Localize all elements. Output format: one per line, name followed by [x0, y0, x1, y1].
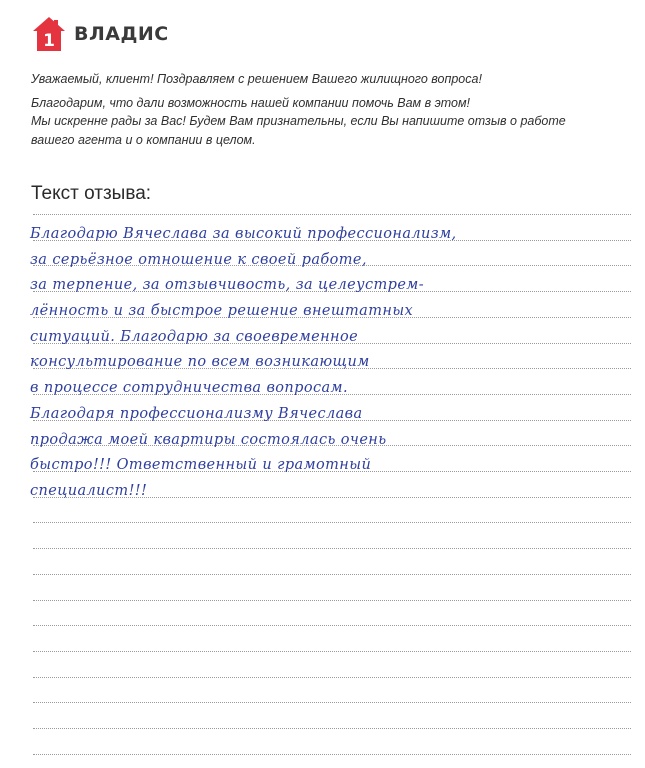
brand-logo: [32, 16, 169, 52]
ruled-line: [33, 728, 631, 729]
handwritten-line: специалист!!!: [30, 482, 148, 499]
thanks-line-2: Мы искренне рады за Вас! Будем Вам признательны, если Вы напишите отзыв о работе: [31, 114, 566, 128]
handwritten-line: за серьёзное отношение к своей работе,: [30, 251, 367, 268]
handwritten-line: в процессе сотрудничества вопросам.: [30, 380, 348, 397]
ruled-line: [33, 522, 631, 523]
thanks-line-3: вашего агента и о компании в целом.: [31, 132, 256, 147]
handwritten-line: за терпение, за отзывчивость, за целеустрем-: [30, 277, 425, 294]
ruled-line: [33, 677, 631, 678]
handwritten-line: лённость и за быстрое решение внештатных: [30, 303, 414, 320]
brand-name: ВЛАДИС: [74, 23, 169, 45]
handwritten-line: быстро!!! Ответственный и грамотный: [30, 457, 372, 474]
handwritten-line: Благодаря профессионализму Вячеслава: [30, 405, 363, 422]
handwritten-review: [30, 222, 635, 505]
handwritten-line: продажа моей квартиры состоялась очень: [30, 431, 387, 448]
handwritten-line: консультирование по всем возникающим: [30, 354, 370, 371]
ruled-line: [33, 754, 631, 755]
ruled-line: [33, 574, 631, 575]
intro-text: [31, 70, 621, 154]
ruled-line: [33, 651, 631, 652]
ruled-line: [33, 702, 631, 703]
logo-digit: 1: [43, 31, 55, 51]
review-heading: Текст отзыва:: [31, 183, 152, 204]
greeting-text: Уважаемый, клиент! Поздравляем с решением Вашего жилищного вопроса!: [31, 72, 482, 86]
handwritten-line: ситуаций. Благодарю за своевременное: [30, 328, 359, 345]
thanks-line-1: Благодарим, что дали возможность нашей компании помочь Вам в этом!: [31, 95, 471, 110]
handwritten-line: Благодарю Вячеслава за высокий профессионализм,: [30, 226, 457, 242]
ruled-line: [33, 625, 631, 626]
house-logo-icon: [32, 16, 66, 52]
ruled-line: [33, 548, 631, 549]
ruled-line: [33, 600, 631, 601]
ruled-line: [33, 214, 631, 215]
thanks-paragraph: [31, 94, 621, 150]
